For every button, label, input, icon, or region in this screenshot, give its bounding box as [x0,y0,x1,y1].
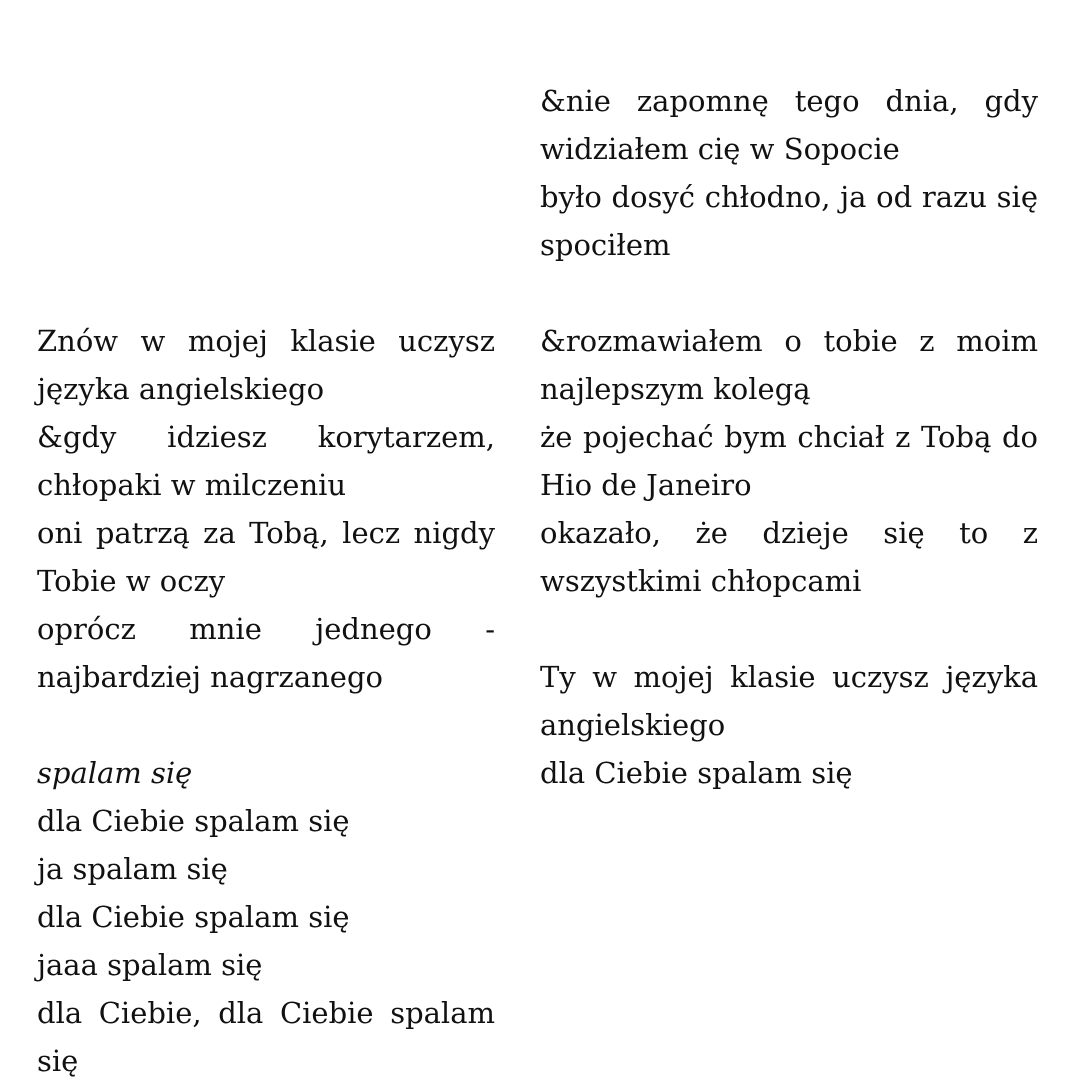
stanza-gap [37,701,495,749]
lyric-line: że pojechać bym chciał z Tobą do Hio de Janeiro [540,420,1038,502]
verse-stanza [540,317,1038,605]
lyric-line: jaaa spalam się [37,948,263,982]
lyric-line: &nie zapomnę tego dnia, gdy widziałem cię w Sopocie [540,84,1038,166]
lyric-line: Znów w mojej klasie uczysz języka angielskiego [37,324,495,406]
lyric-line: &rozmawiałem o tobie z moim najlepszym kolegą [540,324,1038,406]
left-lyrics-column [37,317,495,1085]
verse-stanza [540,77,1038,269]
lyric-line: było dosyć chłodno, ja od razu się spociłem [540,180,1038,262]
lyric-line: ja spalam się [37,852,228,886]
lyric-line: oprócz mnie jednego - najbardziej nagrzanego [37,612,495,694]
verse-stanza [37,317,495,701]
lyric-line: okazało, że dzieje się to z wszystkimi chłopcami [540,516,1038,598]
stanza-gap [540,269,1038,317]
lyric-line: &gdy idziesz korytarzem, chłopaki w milczeniu [37,420,495,502]
verse-stanza [540,653,1038,797]
chorus-title-line: spalam się [37,756,193,790]
chorus-stanza [37,749,495,1085]
lyric-line: dla Ciebie spalam się [37,900,350,934]
lyric-line: Ty w mojej klasie uczysz języka angielskiego [540,660,1038,742]
right-lyrics-column [540,77,1038,797]
stanza-gap [540,605,1038,653]
lyric-line: dla Ciebie spalam się [540,756,853,790]
lyric-line: dla Ciebie, dla Ciebie spalam się [37,996,495,1078]
lyric-line: dla Ciebie spalam się [37,804,350,838]
lyric-line: oni patrzą za Tobą, lecz nigdy Tobie w oczy [37,516,495,598]
